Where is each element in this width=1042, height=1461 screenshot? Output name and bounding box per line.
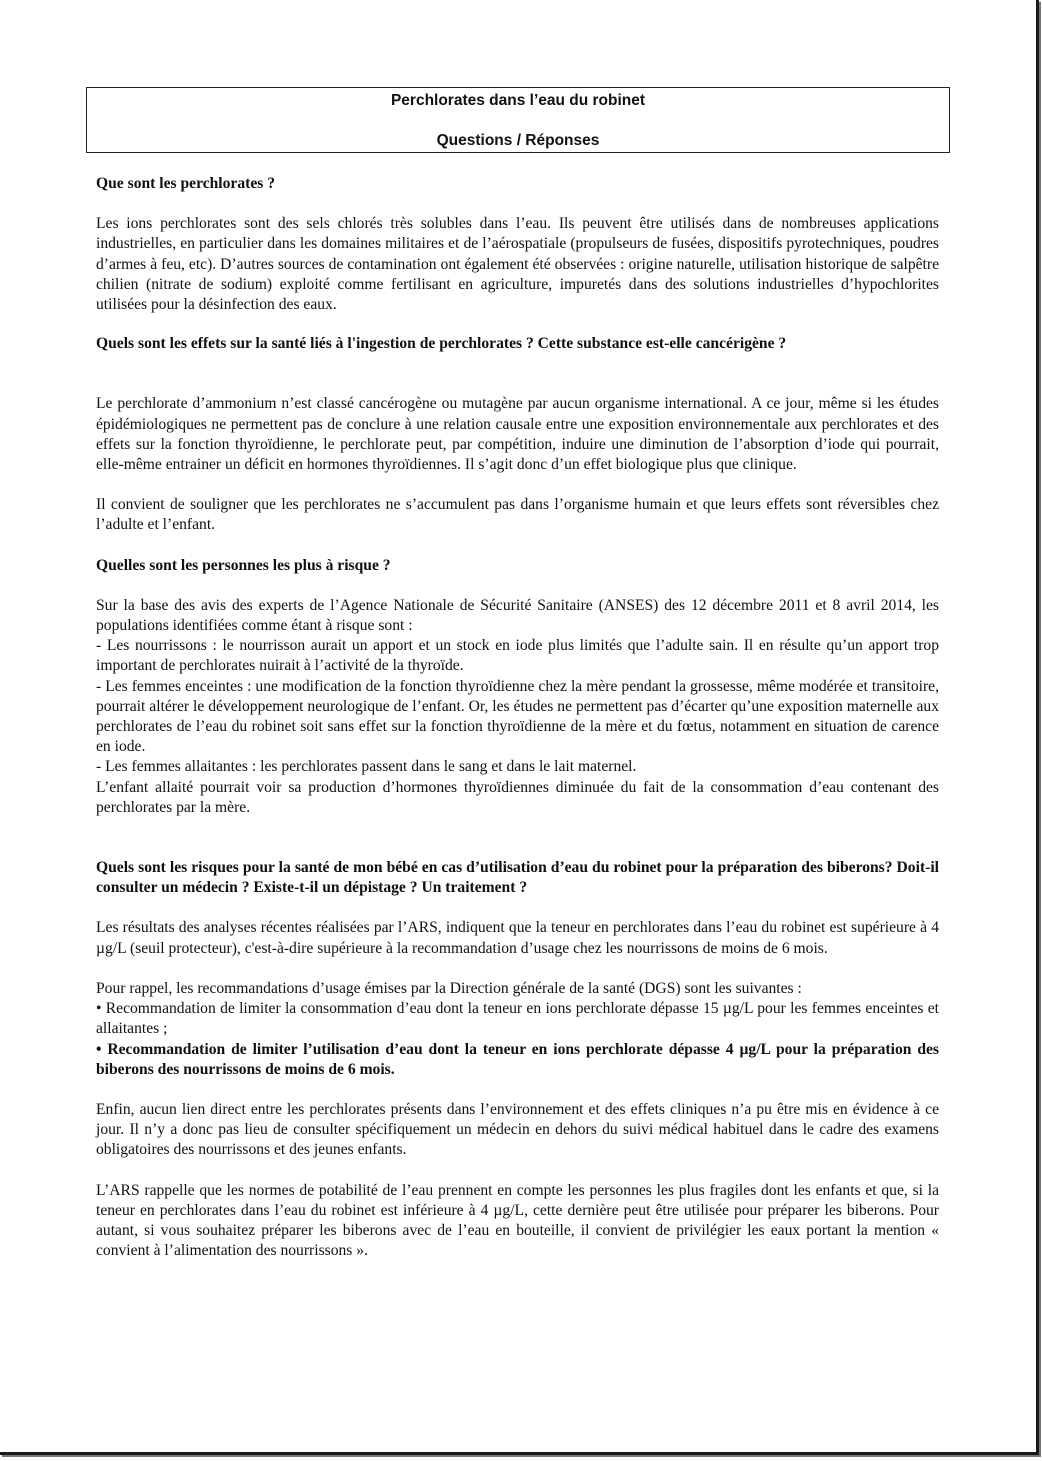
- paragraph-breastfed-child: L’enfant allaité pourrait voir sa production d’hormones thyroïdiennes diminuée du fait de la consommation d’eau contenant des perchlorates par la mère.: [96, 778, 939, 816]
- list-item-pregnant-women: - Les femmes enceintes : une modification de la fonction thyroïdienne chez la mère pendant la grossesse, même modérée et transitoire, pourrait altérer le développement neurologique de l’enfant. Or, les études ne permettent pas d’écarter qu’une exposition maternelle aux perchlorates de l’eau du robinet soit sans effet sur la fonction thyroïdienne de la mère et du fœtus, notamment en situation de carence en iode.: [96, 677, 939, 756]
- list-item-infants: - Les nourrissons : le nourrisson aurait un apport et un stock en iode plus limités que l’adulte sain. Il en résulte qu’un apport trop important de perchlorates nuirait à l’activité de la thyroïde.: [96, 637, 939, 675]
- bullet-bottle-limit: • Recommandation de limiter l’utilisation d’eau dont la teneur en ions perchlorate dépasse 4 µg/L pour la préparation des biberons des nourrissons de moins de 6 mois.: [96, 1040, 939, 1078]
- paragraph-no-doctor-needed: Enfin, aucun lien direct entre les perchlorates présents dans l’environnement et des effets cliniques n’a pu être mis en évidence à ce jour. Il n’y a donc pas lieu de consulter spécifiquement un médecin en dehors du suivi médical habituel dans le cadre des examens obligatoires des nourrissons et des jeunes enfants.: [96, 1100, 939, 1159]
- paragraph-ars-results: Les résultats des analyses récentes réalisées par l’ARS, indiquent que la teneur en perchlorates dans l’eau du robinet est supérieure à 4 µg/L (seuil protecteur), c'est-à-dire supérieure à la recommandation d’usage chez les nourrissons de moins de 6 mois.: [96, 919, 939, 957]
- document-body: [96, 174, 939, 1261]
- title-box: [86, 87, 950, 153]
- list-item-breastfeeding-women: - Les femmes allaitantes : les perchlorates passent dans le sang et dans le lait maternel.: [96, 758, 637, 776]
- document-subtitle: Questions / Réponses: [436, 132, 600, 149]
- heading-at-risk-people: Quelles sont les personnes les plus à risque ?: [96, 556, 391, 574]
- document-title: Perchlorates dans l’eau du robinet: [390, 92, 646, 109]
- paragraph-anses-intro: Sur la base des avis des experts de l’Agence Nationale de Sécurité Sanitaire (ANSES) des 12 décembre 2011 et 8 avril 2014, les populations identifiées comme étant à risque sont :: [96, 596, 939, 635]
- heading-baby-risks: Quels sont les risques pour la santé de mon bébé en cas d’utilisation d’eau du robinet pour la préparation des biberons? Doit-il consulter un médecin ? Existe-t-il un dépistage ? Un traitement ?: [96, 859, 939, 897]
- heading-health-effects: Quels sont les effets sur la santé liés à l'ingestion de perchlorates ? Cette substance est-elle cancérigène ?: [96, 335, 787, 353]
- heading-what-are-perchlorates: Que sont les perchlorates ?: [96, 175, 276, 192]
- paragraph-carcinogenicity: Le perchlorate d’ammonium n’est classé cancérogène ou mutagène par aucun organisme international. A ce jour, même si les études épidémiologiques ne permettent pas de conclure à une relation causale entre une exposition environnementale aux perchlorates et des effets sur la fonction thyroïdienne, le perchlorate peut, par compétition, induire une diminution de l’absorption d’iode qui pourrait, elle-même entrainer un déficit en hormones thyroïdiennes. Il s’agit donc d’un effet biologique plus que clinique.: [96, 395, 939, 474]
- paragraph-reversibility: Il convient de souligner que les perchlorates ne s’accumulent pas dans l’organisme humain et que leurs effets sont réversibles chez l’adulte et l’enfant.: [96, 496, 939, 534]
- paragraph-dgs-reminder: Pour rappel, les recommandations d’usage émises par la Direction générale de la santé (DGS) sont les suivantes :: [96, 979, 802, 997]
- paragraph-ars-recommendation: L’ARS rappelle que les normes de potabilité de l’eau prennent en compte les personnes les plus fragiles dont les enfants et que, si la teneur en perchlorates dans l’eau du robinet est inférieure à 4 µg/L, cette dernière peut être utilisée pour préparer les biberons. Pour autant, si vous souhaitez préparer les biberons avec de l’eau en bouteille, il convient de privilégier les eaux portant la mention « convient à l’alimentation des nourrissons ».: [96, 1181, 939, 1260]
- paragraph-definition: Les ions perchlorates sont des sels chlorés très solubles dans l’eau. Ils peuvent être utilisés dans de nombreuses applications industrielles, en particulier dans les domaines militaires et de l’aérospatiale (propulseurs de fusées, dispositifs pyrotechniques, poudres d’armes à feu, etc). D’autres sources de contamination ont également été observées : origine naturelle, utilisation historique de salpêtre chilien (nitrate de sodium) exploité comme fertilisant en agriculture, impuretés dans des solutions industrielles d’hypochlorites utilisées pour la désinfection des eaux.: [96, 215, 939, 314]
- bullet-pregnant-limit: • Recommandation de limiter la consommation d’eau dont la teneur en ions perchlorate dépasse 15 µg/L pour les femmes enceintes et allaitantes ;: [96, 1000, 939, 1038]
